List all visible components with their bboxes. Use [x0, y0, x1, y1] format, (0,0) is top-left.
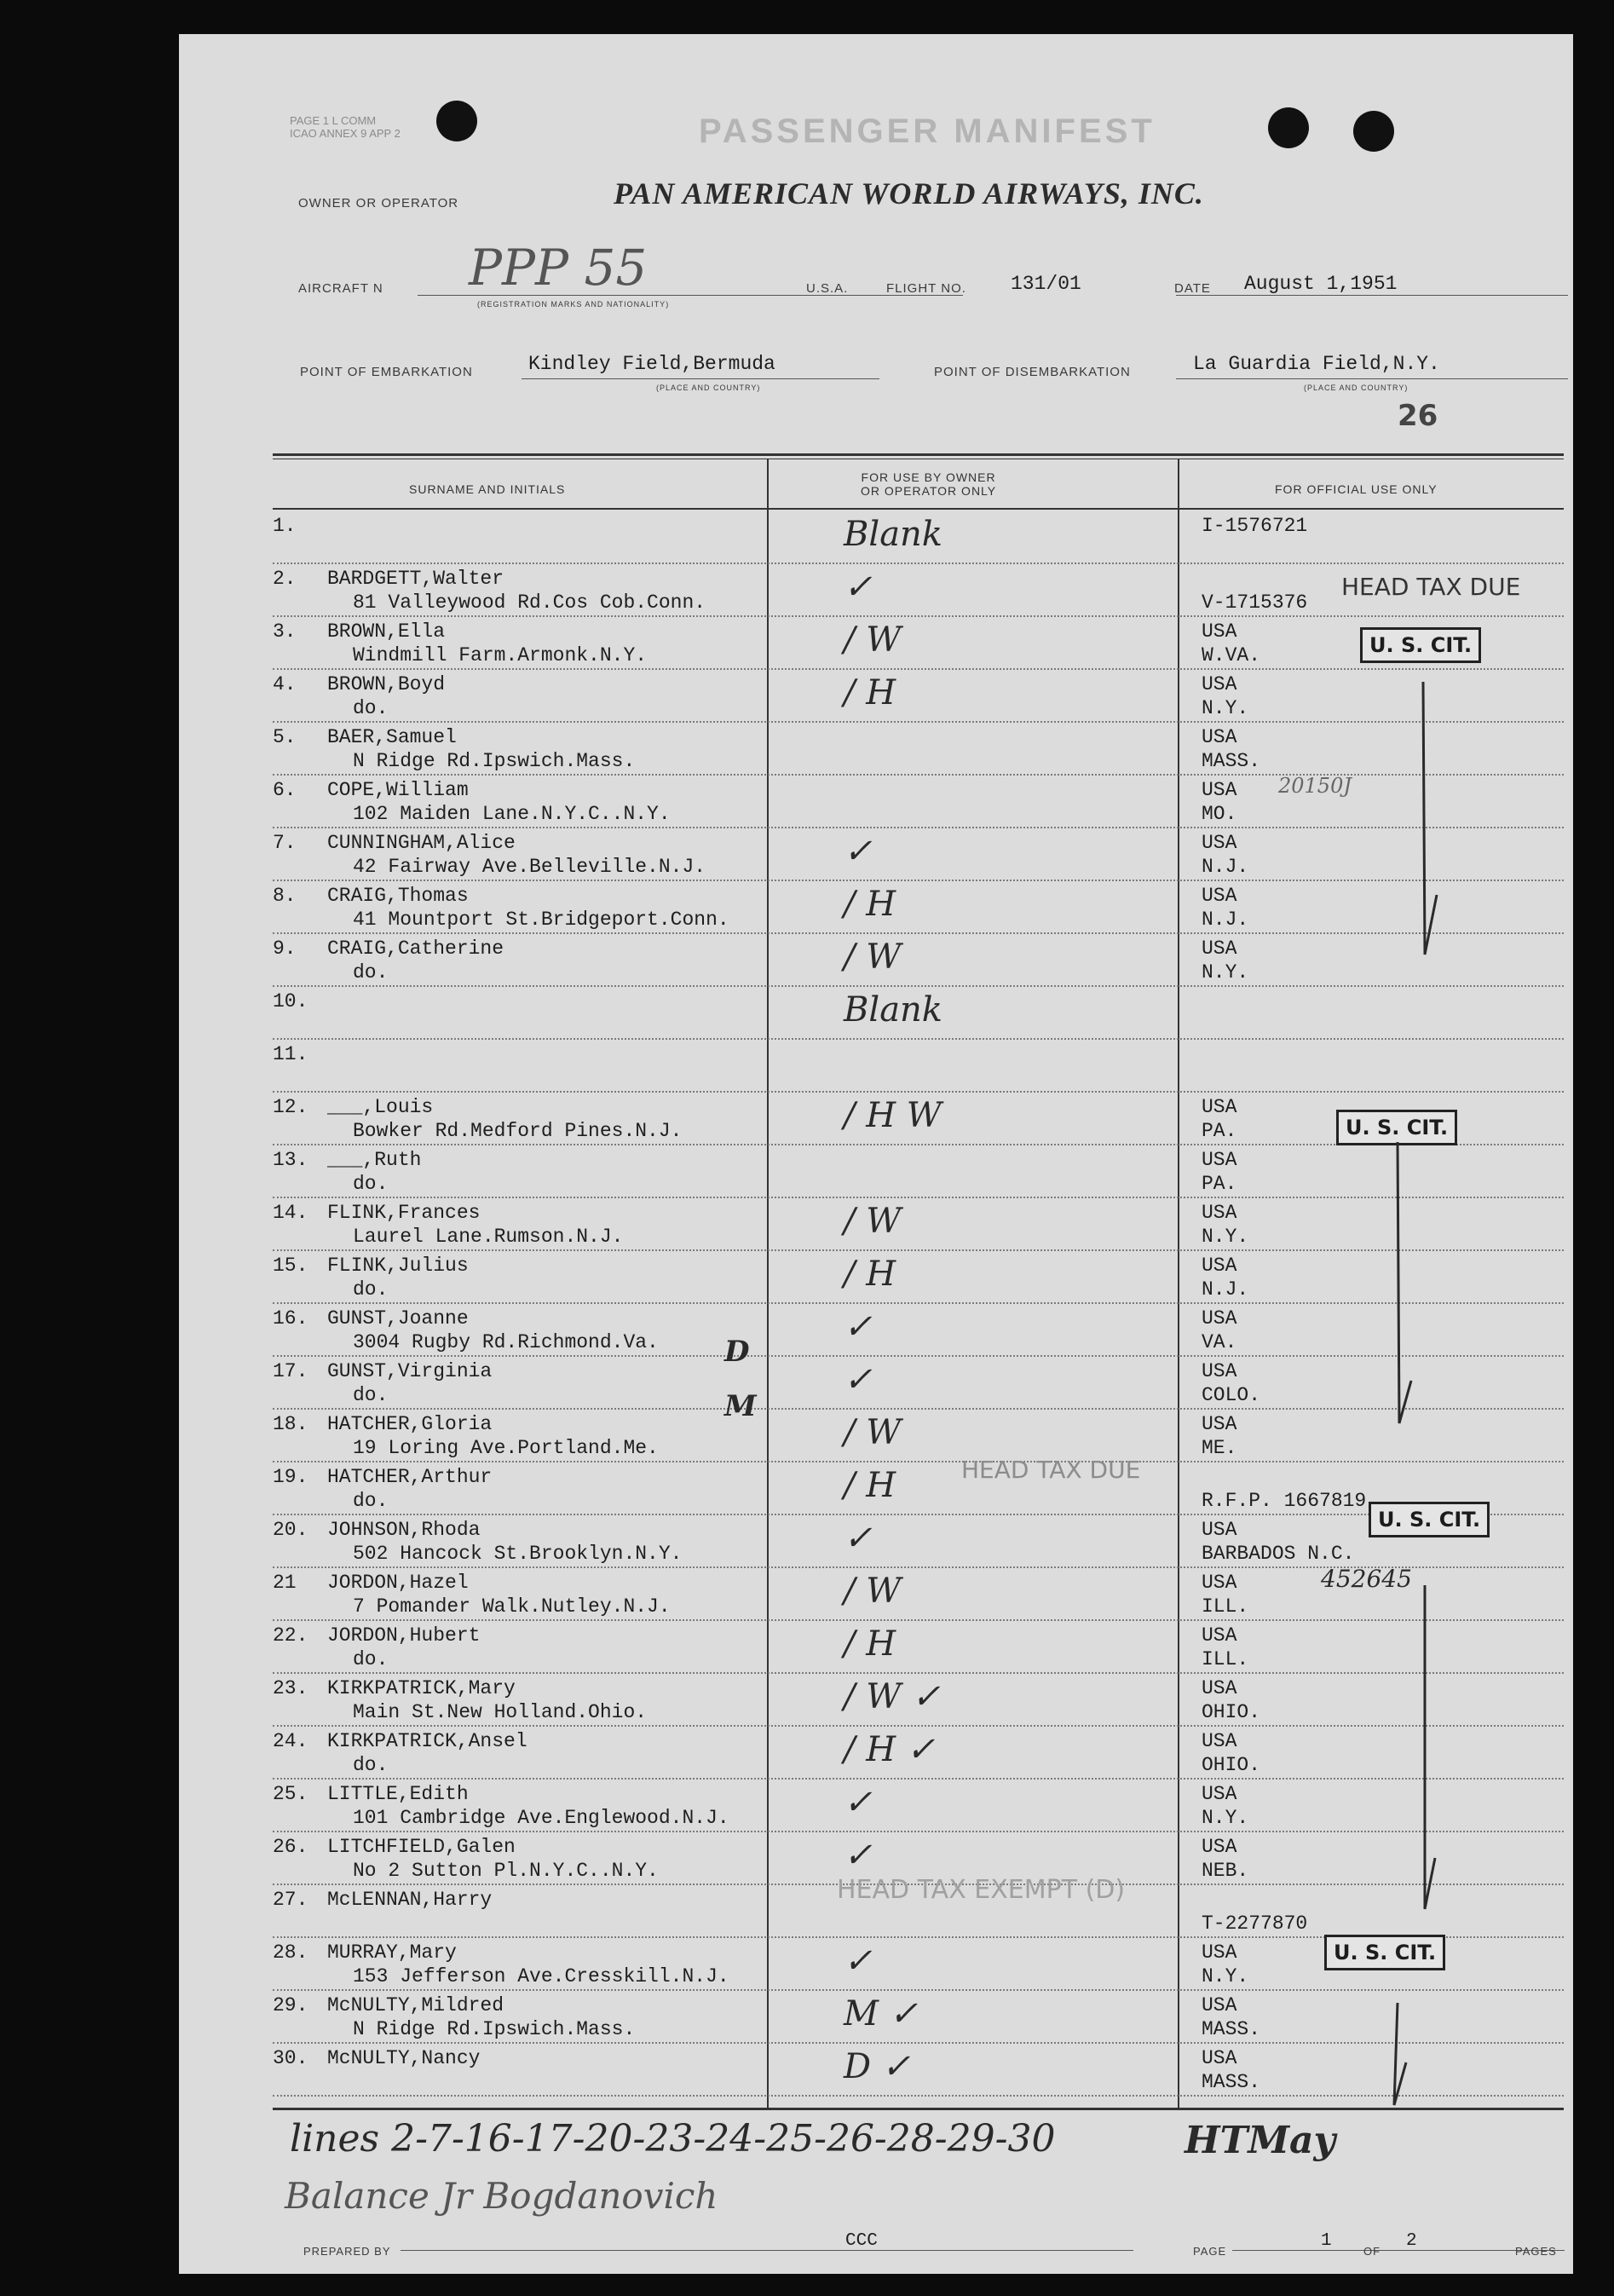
official-state: N.Y.: [1202, 1226, 1249, 1248]
operator-mark: / W ✓: [844, 1677, 941, 1716]
passenger-name: COPE,William: [327, 779, 469, 801]
official-citizenship: USA: [1202, 779, 1237, 801]
passenger-name: JORDON,Hazel: [327, 1572, 469, 1594]
operator-mark: / H: [844, 885, 896, 924]
owner-value: PAN AMERICAN WORLD AIRWAYS, INC.: [614, 176, 1204, 211]
passenger-address: do.: [353, 1384, 389, 1406]
official-state: N.Y.: [1202, 961, 1249, 984]
aircraft-value: PPP 55: [469, 239, 648, 297]
handwritten-number: 20150J: [1278, 774, 1352, 798]
official-state: N.J.: [1202, 856, 1249, 878]
passenger-name: BARDGETT,Walter: [327, 568, 504, 590]
passenger-name: ___,Ruth: [327, 1149, 422, 1171]
operator-mark: Blank: [844, 990, 943, 1030]
official-citizenship: USA: [1202, 1836, 1237, 1858]
operator-mark: / W: [844, 1572, 902, 1611]
passenger-name: FLINK,Julius: [327, 1255, 469, 1277]
official-citizenship: USA: [1202, 1624, 1237, 1647]
passenger-name: LITTLE,Edith: [327, 1783, 469, 1805]
column-header-surname: SURNAME AND INITIALS: [409, 482, 566, 496]
row-number: 15.: [273, 1255, 308, 1277]
of-value: 2: [1406, 2231, 1417, 2251]
row-number: 29.: [273, 1994, 308, 2016]
prepared-value: CCC: [845, 2231, 878, 2251]
row-number: 1.: [273, 515, 297, 537]
head-tax-due-stamp: HEAD TAX DUE: [1341, 573, 1521, 601]
pages-label: PAGES: [1515, 2245, 1557, 2258]
official-citizenship: USA: [1202, 1413, 1237, 1435]
handwritten-lines-note: lines 2-7-16-17-20-23-24-25-26-28-29-30: [290, 2117, 1056, 2160]
page-label: PAGE: [1193, 2245, 1227, 2258]
us-cit-stamp: U. S. CIT.: [1360, 627, 1481, 663]
official-citizenship: USA: [1202, 1360, 1237, 1382]
passenger-name: GUNST,Virginia: [327, 1360, 493, 1382]
official-citizenship: USA: [1202, 1572, 1237, 1594]
row-number: 8.: [273, 885, 297, 907]
official-citizenship: USA: [1202, 1677, 1237, 1699]
official-state: MASS.: [1202, 2018, 1261, 2040]
passenger-address: 19 Loring Ave.Portland.Me.: [353, 1437, 659, 1459]
passenger-name: CRAIG,Thomas: [327, 885, 469, 907]
official-state: ME.: [1202, 1437, 1237, 1459]
passenger-address: Laurel Lane.Rumson.N.J.: [353, 1226, 624, 1248]
head-tax-due-stamp: HEAD TAX DUE: [961, 1456, 1141, 1484]
operator-mark: ✓: [844, 1783, 873, 1822]
official-citizenship: I-1576721: [1202, 515, 1308, 537]
aircraft-sublabel: (REGISTRATION MARKS AND NATIONALITY): [477, 300, 670, 309]
official-state: OHIO.: [1202, 1754, 1261, 1776]
row-number: 28.: [273, 1941, 308, 1964]
operator-mark: M ✓: [844, 1994, 919, 2034]
form-code: PAGE 1 L COMM ICAO ANNEX 9 APP 2: [290, 114, 401, 140]
row-number: 9.: [273, 937, 297, 960]
passenger-address: 102 Maiden Lane.N.Y.C..N.Y.: [353, 803, 671, 825]
passenger-name: BROWN,Ella: [327, 620, 446, 643]
aircraft-label: AIRCRAFT N: [298, 281, 383, 296]
passenger-address: 7 Pomander Walk.Nutley.N.J.: [353, 1595, 671, 1618]
page-title: PASSENGER MANIFEST: [699, 112, 1156, 150]
row-number: 4.: [273, 673, 297, 695]
row-number: 25.: [273, 1783, 308, 1805]
passenger-name: GUNST,Joanne: [327, 1307, 469, 1330]
row-number: 16.: [273, 1307, 308, 1330]
official-state: PA.: [1202, 1173, 1237, 1195]
row-number: 18.: [273, 1413, 308, 1435]
official-citizenship: USA: [1202, 1941, 1237, 1964]
embark-label: POINT OF EMBARKATION: [300, 365, 473, 379]
passenger-name: CUNNINGHAM,Alice: [327, 832, 516, 854]
row-number: 24.: [273, 1730, 308, 1752]
operator-mark: / H ✓: [844, 1730, 936, 1769]
official-state: ILL.: [1202, 1648, 1249, 1670]
operator-mark: D ✓: [844, 2047, 911, 2086]
passenger-address: 502 Hancock St.Brooklyn.N.Y.: [353, 1543, 683, 1565]
official-state: N.J.: [1202, 909, 1249, 931]
row-number: 5.: [273, 726, 297, 748]
column-header-owner-use: FOR USE BY OWNER OR OPERATOR ONLY: [861, 470, 997, 498]
passenger-count: 26: [1398, 399, 1438, 433]
operator-mark: / H: [844, 1624, 896, 1664]
official-state: MASS.: [1202, 2071, 1261, 2093]
row-number: 3.: [273, 620, 297, 643]
official-state: N.Y.: [1202, 697, 1249, 719]
passenger-address: do.: [353, 1754, 389, 1776]
official-citizenship: USA: [1202, 1255, 1237, 1277]
operator-mark: / W: [844, 1202, 902, 1241]
passenger-address: N Ridge Rd.Ipswich.Mass.: [353, 750, 636, 772]
passenger-name: McLENNAN,Harry: [327, 1889, 493, 1911]
official-citizenship: USA: [1202, 1307, 1237, 1330]
official-state: N.Y.: [1202, 1965, 1249, 1987]
passenger-address: Main St.New Holland.Ohio.: [353, 1701, 648, 1723]
operator-mark: / H W: [844, 1096, 942, 1135]
official-citizenship: USA: [1202, 885, 1237, 907]
embark-sublabel: (PLACE AND COUNTRY): [656, 384, 761, 392]
row-number: 14.: [273, 1202, 308, 1224]
us-cit-stamp: U. S. CIT.: [1324, 1935, 1445, 1970]
official-citizenship: USA: [1202, 832, 1237, 854]
row-number: 2.: [273, 568, 297, 590]
embark-value: Kindley Field,Bermuda: [528, 353, 775, 375]
head-tax-exempt-stamp: HEAD TAX EXEMPT (D): [837, 1875, 1126, 1905]
passenger-address: do.: [353, 1278, 389, 1301]
official-citizenship: USA: [1202, 1149, 1237, 1171]
row-number: 6.: [273, 779, 297, 801]
us-cit-stamp: U. S. CIT.: [1336, 1110, 1457, 1145]
date-label: DATE: [1174, 281, 1211, 296]
handwritten-d: D: [724, 1335, 750, 1369]
passenger-name: HATCHER,Arthur: [327, 1466, 493, 1488]
passenger-name: McNULTY,Nancy: [327, 2047, 481, 2069]
passenger-name: ___,Louis: [327, 1096, 434, 1118]
official-citizenship: USA: [1202, 726, 1237, 748]
passenger-name: KIRKPATRICK,Ansel: [327, 1730, 527, 1752]
row-number: 21: [273, 1572, 297, 1594]
of-label: OF: [1363, 2245, 1381, 2258]
operator-mark: / W: [844, 1413, 902, 1452]
operator-mark: / H: [844, 673, 896, 712]
passenger-address: 101 Cambridge Ave.Englewood.N.J.: [353, 1807, 729, 1829]
disembark-value: La Guardia Field,N.Y.: [1193, 353, 1440, 375]
passenger-address: Bowker Rd.Medford Pines.N.J.: [353, 1120, 683, 1142]
passenger-address: do.: [353, 1490, 389, 1512]
official-state: W.VA.: [1202, 644, 1261, 666]
official-citizenship: USA: [1202, 1519, 1237, 1541]
handwritten-m: M: [724, 1389, 757, 1423]
passenger-name: McNULTY,Mildred: [327, 1994, 504, 2016]
official-citizenship: USA: [1202, 1202, 1237, 1224]
operator-mark: ✓: [844, 1360, 873, 1399]
flight-label: FLIGHT NO.: [886, 281, 966, 296]
row-number: 22.: [273, 1624, 308, 1647]
official-citizenship: USA: [1202, 1783, 1237, 1805]
handwritten-number: 452645: [1321, 1565, 1412, 1593]
passenger-address: do.: [353, 961, 389, 984]
official-citizenship: USA: [1202, 2047, 1237, 2069]
passenger-address: 81 Valleywood Rd.Cos Cob.Conn.: [353, 591, 706, 614]
row-number: 23.: [273, 1677, 308, 1699]
row-number: 30.: [273, 2047, 308, 2069]
row-number: 27.: [273, 1889, 308, 1911]
passenger-address: 153 Jefferson Ave.Cresskill.N.J.: [353, 1965, 729, 1987]
row-number: 20.: [273, 1519, 308, 1541]
official-state: OHIO.: [1202, 1701, 1261, 1723]
operator-mark: ✓: [844, 1519, 873, 1558]
manifest-sheet: [179, 34, 1573, 2274]
passenger-name: KIRKPATRICK,Mary: [327, 1677, 516, 1699]
passenger-address: Windmill Farm.Armonk.N.Y.: [353, 644, 648, 666]
official-citizenship: USA: [1202, 1730, 1237, 1752]
passenger-address: 41 Mountport St.Bridgeport.Conn.: [353, 909, 729, 931]
flight-value: 131/01: [1011, 273, 1081, 295]
official-citizenship: USA: [1202, 673, 1237, 695]
operator-mark: / W: [844, 620, 902, 660]
official-state: MASS.: [1202, 750, 1261, 772]
official-state: PA.: [1202, 1120, 1237, 1142]
owner-label: OWNER OR OPERATOR: [298, 196, 459, 211]
official-state: N.Y.: [1202, 1807, 1249, 1829]
row-number: 7.: [273, 832, 297, 854]
date-value: August 1,1951: [1244, 273, 1398, 295]
passenger-address: do.: [353, 1173, 389, 1195]
page-value: 1: [1321, 2231, 1332, 2251]
official-citizenship: USA: [1202, 1994, 1237, 2016]
official-citizenship: USA: [1202, 937, 1237, 960]
official-state: V-1715376: [1202, 591, 1308, 614]
operator-mark: / H: [844, 1466, 896, 1505]
passenger-address: do.: [353, 1648, 389, 1670]
passenger-name: MURRAY,Mary: [327, 1941, 457, 1964]
disembark-sublabel: (PLACE AND COUNTRY): [1304, 384, 1409, 392]
official-citizenship: USA: [1202, 1096, 1237, 1118]
official-state: N.J.: [1202, 1278, 1249, 1301]
passenger-name: BAER,Samuel: [327, 726, 457, 748]
prepared-label: PREPARED BY: [303, 2245, 391, 2258]
passenger-address: N Ridge Rd.Ipswich.Mass.: [353, 2018, 636, 2040]
handwritten-initials: HTMay: [1185, 2119, 1336, 2162]
passenger-address: 3004 Rugby Rd.Richmond.Va.: [353, 1331, 659, 1353]
operator-mark: Blank: [844, 515, 943, 554]
operator-mark: ✓: [844, 1836, 873, 1875]
passenger-name: JORDON,Hubert: [327, 1624, 481, 1647]
operator-mark: ✓: [844, 1941, 873, 1981]
us-cit-stamp: U. S. CIT.: [1369, 1502, 1490, 1537]
operator-mark: ✓: [844, 1307, 873, 1347]
row-number: 12.: [273, 1096, 308, 1118]
passenger-name: HATCHER,Gloria: [327, 1413, 493, 1435]
row-number: 26.: [273, 1836, 308, 1858]
handwritten-check-lines: [179, 34, 1573, 2274]
official-state: R.F.P. 1667819: [1202, 1490, 1367, 1512]
passenger-name: CRAIG,Catherine: [327, 937, 504, 960]
passenger-address: 42 Fairway Ave.Belleville.N.J.: [353, 856, 706, 878]
official-state: BARBADOS N.C.: [1202, 1543, 1355, 1565]
row-number: 13.: [273, 1149, 308, 1171]
official-citizenship: USA: [1202, 620, 1237, 643]
operator-mark: / W: [844, 937, 902, 977]
row-number: 17.: [273, 1360, 308, 1382]
operator-mark: ✓: [844, 832, 873, 871]
passenger-name: JOHNSON,Rhoda: [327, 1519, 481, 1541]
passenger-name: FLINK,Frances: [327, 1202, 481, 1224]
passenger-address: No 2 Sutton Pl.N.Y.C..N.Y.: [353, 1860, 659, 1882]
row-number: 19.: [273, 1466, 308, 1488]
operator-mark: ✓: [844, 568, 873, 607]
handwritten-balance: Balance Jr Bogdanovich: [285, 2175, 718, 2217]
official-state: COLO.: [1202, 1384, 1261, 1406]
disembark-label: POINT OF DISEMBARKATION: [934, 365, 1131, 379]
column-header-official: FOR OFFICIAL USE ONLY: [1275, 482, 1438, 496]
usa-label: U.S.A.: [806, 281, 849, 296]
official-state: MO.: [1202, 803, 1237, 825]
row-number: 10.: [273, 990, 308, 1012]
passenger-name: LITCHFIELD,Galen: [327, 1836, 516, 1858]
official-state: VA.: [1202, 1331, 1237, 1353]
official-state: T-2277870: [1202, 1912, 1308, 1935]
passenger-name: BROWN,Boyd: [327, 673, 446, 695]
official-state: NEB.: [1202, 1860, 1249, 1882]
passenger-address: do.: [353, 697, 389, 719]
row-number: 11.: [273, 1043, 308, 1065]
operator-mark: / H: [844, 1255, 896, 1294]
official-state: ILL.: [1202, 1595, 1249, 1618]
